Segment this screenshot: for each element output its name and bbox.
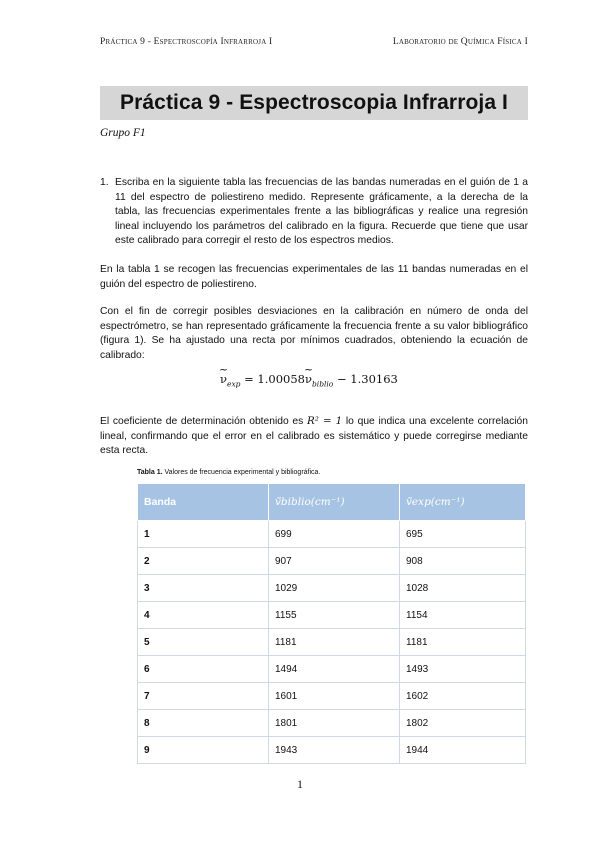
calibration-equation: ~ $\nu_{exp} = 1.00058$ ~ $\nu_{biblio} - 1.30163$ — [219, 363, 398, 389]
eq-lhs-subscript: exp — [227, 379, 241, 389]
header-biblio: ṽbiblio(cm⁻¹) — [269, 484, 400, 521]
exp-cell: 1493 — [400, 656, 526, 683]
running-header-right: Laboratorio de Química Física I — [392, 37, 528, 47]
band-cell: 1 — [138, 521, 269, 548]
table-row — [138, 737, 526, 764]
question-number: 1. — [100, 177, 109, 188]
table-row — [138, 683, 526, 710]
caption-label: Tabla 1. — [137, 469, 163, 476]
exp-cell: 695 — [400, 521, 526, 548]
eq-rhs-subscript: biblio — [312, 379, 334, 389]
biblio-cell: 1029 — [269, 575, 400, 602]
eq-intercept: − 1.30163 — [336, 372, 398, 386]
table-row — [138, 710, 526, 737]
header-exp: ṽexp(cm⁻¹) — [400, 484, 526, 521]
exp-cell: 1154 — [400, 602, 526, 629]
frequency-table — [137, 483, 526, 764]
band-cell: 3 — [138, 575, 269, 602]
question-item-1 — [100, 176, 528, 249]
exp-cell: 1028 — [400, 575, 526, 602]
table-row — [138, 575, 526, 602]
group-label: Grupo F1 — [100, 127, 146, 139]
biblio-cell: 1943 — [269, 737, 400, 764]
exp-cell: 1802 — [400, 710, 526, 737]
biblio-cell: 1494 — [269, 656, 400, 683]
page-title: Práctica 9 - Espectroscopia Infrarroja I — [120, 91, 508, 114]
band-cell: 9 — [138, 737, 269, 764]
paragraph-calibration: Con el fin de corregir posibles desviaciones en la calibración en número de onda del espectrómetro, se han representado gráficamente la frecuencia frente a su valor bibliográfico (figura 1). Se ha ajustado una recta por mínimos cuadrados, obteniendo la ecuación de calibrado: — [100, 306, 528, 361]
band-cell: 2 — [138, 548, 269, 575]
r2-text-post: lo que indica una excelente correlación lineal, confirmando que el error en el calibrado es sistemático y puede corregirse mediante esta recta. — [100, 416, 529, 456]
biblio-cell: 699 — [269, 521, 400, 548]
header-band: Banda — [138, 484, 269, 521]
table-caption — [137, 469, 320, 476]
band-cell: 6 — [138, 656, 269, 683]
table-row — [138, 548, 526, 575]
eq-slope: = 1.00058 — [244, 372, 305, 386]
title-banner — [100, 86, 528, 120]
exp-cell: 1181 — [400, 629, 526, 656]
biblio-cell: 1155 — [269, 602, 400, 629]
table-header-row — [138, 484, 526, 521]
band-cell: 8 — [138, 710, 269, 737]
r2-text-pre: El coeficiente de determinación obtenido es — [100, 416, 307, 427]
biblio-cell: 1601 — [269, 683, 400, 710]
band-cell: 7 — [138, 683, 269, 710]
table-row — [138, 602, 526, 629]
r2-value: R² = 1 — [306, 415, 343, 427]
band-cell: 5 — [138, 629, 269, 656]
table-row — [138, 629, 526, 656]
running-header-left: Práctica 9 - Espectroscopía Infrarroja I — [100, 37, 273, 47]
biblio-cell: 907 — [269, 548, 400, 575]
paragraph-r2 — [100, 414, 528, 459]
table-row — [138, 521, 526, 548]
band-cell: 4 — [138, 602, 269, 629]
table-row — [138, 656, 526, 683]
biblio-cell: 1801 — [269, 710, 400, 737]
paragraph-table-intro: En la tabla 1 se recogen las frecuencias experimentales de las 11 bandas numeradas en el guión del espectro de poliestireno. — [100, 264, 528, 290]
question-text: Escriba en la siguiente tabla las frecuencias de las bandas numeradas en el guión de 1 a 11 del espectro de poliestireno medido. Represente gráficamente, a la derecha de la tabla, las frecuencias experimentales frente a las bibliográficas y realice una regresión lineal incluyendo los parámetros del calibrado en la figura. Recuerde que tiene que usar este calibrado para corregir el resto de los espectros medios. — [115, 177, 528, 246]
page-number: 1 — [297, 777, 303, 791]
caption-text: Valores de frecuencia experimental y bibliográfica. — [162, 469, 321, 476]
exp-cell: 1602 — [400, 683, 526, 710]
biblio-cell: 1181 — [269, 629, 400, 656]
exp-cell: 1944 — [400, 737, 526, 764]
exp-cell: 908 — [400, 548, 526, 575]
